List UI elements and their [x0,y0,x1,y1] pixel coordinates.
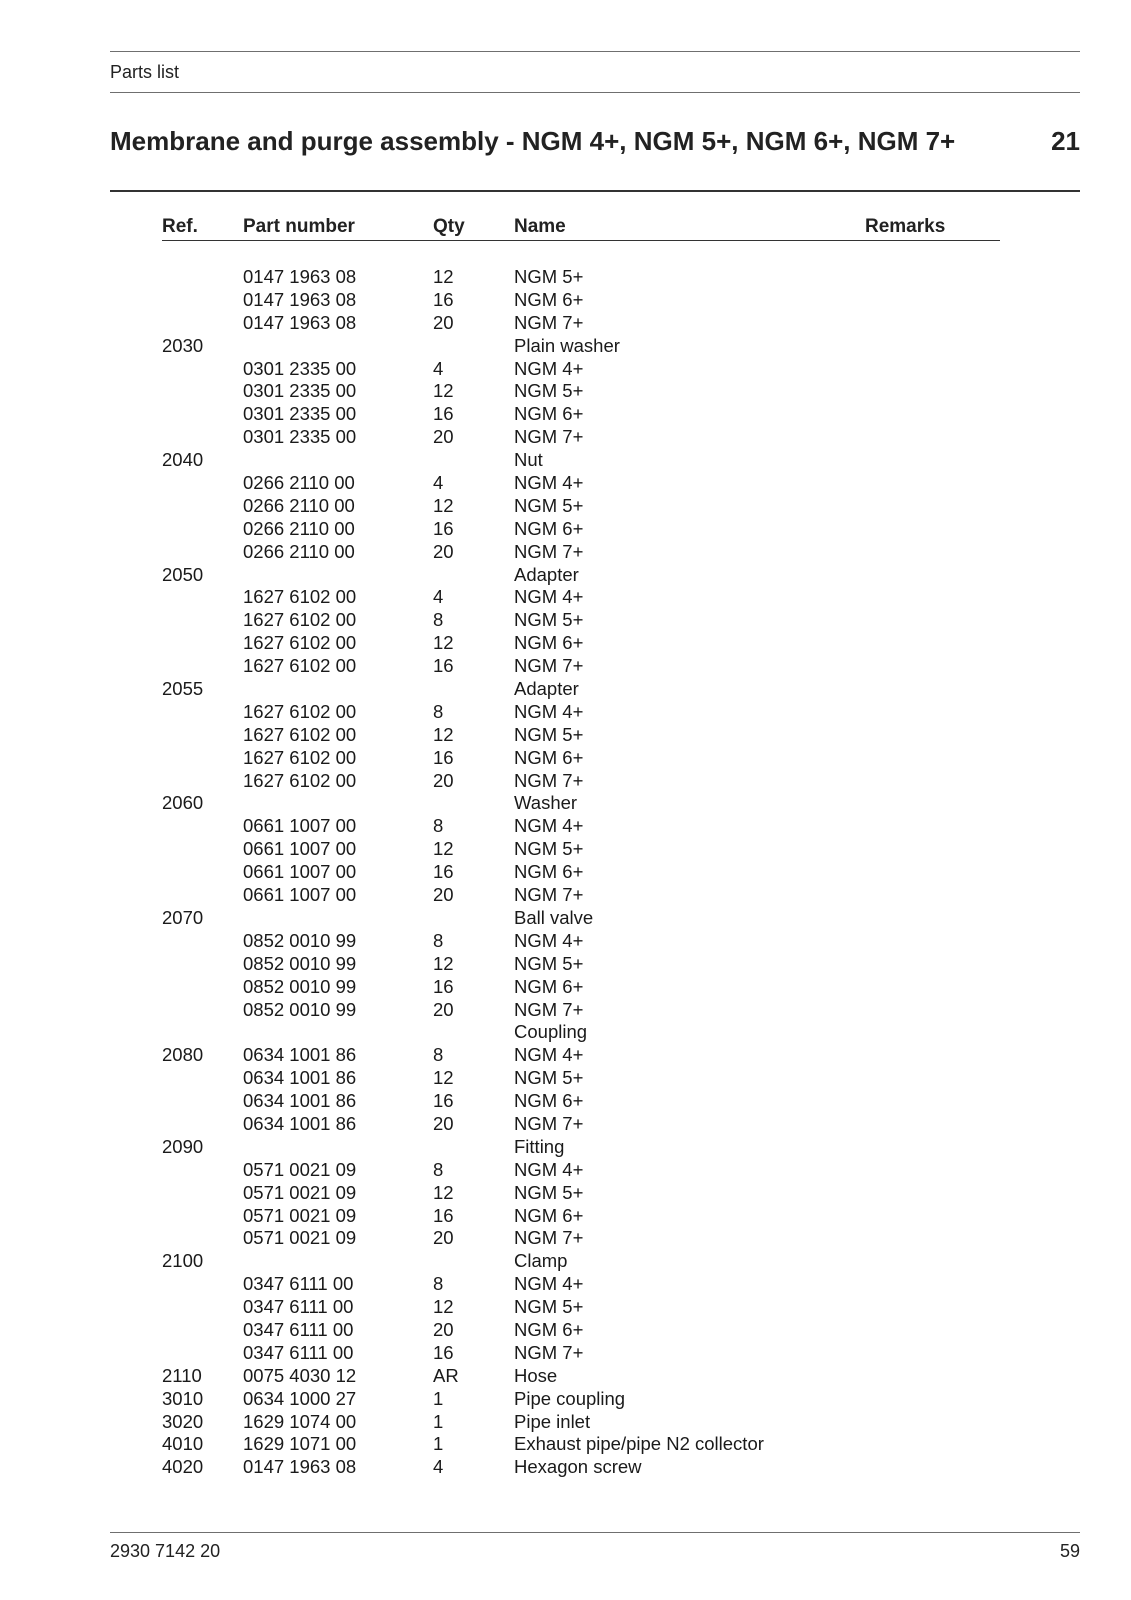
ref-cell: 2110 [162,1364,202,1386]
table-row [162,838,1000,861]
qty-cell: 12 [433,952,454,974]
part-number-cell: 0571 0021 09 [243,1181,357,1203]
part-number-cell: 1627 6102 00 [243,632,357,654]
name-cell: NGM 6+ [514,632,584,654]
page-title: Membrane and purge assembly - NGM 4+, NGM 5+, NGM 6+, NGM 7+ [110,126,956,156]
column-header-part-number: Part number [243,216,355,237]
table-row [162,632,1000,655]
part-number-cell: 0147 1963 08 [243,1456,357,1478]
part-number-cell: 0147 1963 08 [243,266,357,287]
name-cell: NGM 4+ [514,1158,584,1180]
table-row [162,1411,1000,1434]
name-cell: NGM 6+ [514,746,584,768]
qty-cell: 20 [433,540,454,562]
column-header-name: Name [514,216,566,237]
qty-cell: 20 [433,426,454,448]
table-row [162,701,1000,724]
document-number: 2930 7142 20 [110,1541,221,1561]
name-cell: NGM 7+ [514,884,584,906]
part-number-cell: 0852 0010 99 [243,929,357,951]
name-cell: Pipe coupling [514,1387,626,1409]
qty-cell: 12 [433,723,454,745]
table-row [162,1433,1000,1456]
table-row [162,747,1000,770]
qty-cell: 1 [433,1387,444,1409]
qty-cell: 20 [433,884,454,906]
table-row [162,999,1000,1022]
qty-cell: 16 [433,861,454,883]
table-row [162,907,1000,930]
qty-cell: 12 [433,266,454,287]
ref-cell: 4020 [162,1456,204,1478]
table-row [162,770,1000,793]
qty-cell: 12 [433,1181,454,1203]
qty-cell: 4 [433,472,444,494]
name-cell: Pipe inlet [514,1410,591,1432]
qty-cell: 8 [433,1158,444,1180]
table-row [162,976,1000,999]
part-number-cell: 0266 2110 00 [243,494,355,516]
table-row [162,1182,1000,1205]
qty-cell: 4 [433,586,444,608]
part-number-cell: 0661 1007 00 [243,815,357,837]
table-row [162,541,1000,564]
section-label: Parts list [110,62,180,82]
table-row [162,609,1000,632]
part-number-cell: 0634 1001 86 [243,1090,357,1112]
table-row [162,655,1000,678]
name-cell: NGM 4+ [514,700,584,722]
table-row [162,930,1000,953]
part-number-cell: 1627 6102 00 [243,655,357,677]
table-row [162,1227,1000,1250]
ref-cell: 2030 [162,334,204,356]
part-number-cell: 0852 0010 99 [243,952,357,974]
name-cell: NGM 7+ [514,1341,584,1363]
footer-rule [110,1532,1080,1533]
qty-cell: 8 [433,1273,444,1295]
part-number-cell: 0634 1000 27 [243,1387,357,1409]
qty-cell: 16 [433,746,454,768]
qty-cell: 16 [433,517,454,539]
qty-cell: 20 [433,1318,454,1340]
qty-cell: 12 [433,632,454,654]
ref-cell: 2050 [162,563,204,585]
name-cell: Adapter [514,563,579,585]
table-row [162,1205,1000,1228]
part-number-cell: 0347 6111 00 [243,1273,354,1295]
qty-cell: 8 [433,1044,444,1066]
qty-cell: 1 [433,1433,444,1455]
name-cell: NGM 5+ [514,609,584,631]
name-cell: NGM 7+ [514,769,584,791]
qty-cell: 20 [433,1227,454,1249]
name-cell: Coupling [514,1021,588,1043]
name-cell: NGM 7+ [514,998,584,1020]
name-cell: NGM 6+ [514,1090,584,1112]
part-number-cell: 0266 2110 00 [243,540,355,562]
parts-table-body [162,266,1000,1479]
name-cell: NGM 7+ [514,311,584,333]
qty-cell: 16 [433,403,454,425]
name-cell: NGM 7+ [514,426,584,448]
name-cell: Nut [514,449,543,471]
table-row [162,564,1000,587]
name-cell: NGM 4+ [514,1044,584,1066]
qty-cell: 16 [433,1341,454,1363]
page-number: 59 [1059,1541,1080,1561]
qty-cell: 4 [433,357,444,379]
qty-cell: 12 [433,380,454,402]
qty-cell: 16 [433,655,454,677]
table-row [162,472,1000,495]
qty-cell: 20 [433,1112,454,1134]
ref-cell: 2055 [162,678,204,700]
part-number-cell: 0301 2335 00 [243,380,357,402]
qty-cell: 12 [433,1067,454,1089]
ref-cell: 2070 [162,906,204,928]
table-row [162,335,1000,358]
table-row [162,586,1000,609]
part-number-cell: 1627 6102 00 [243,586,357,608]
header-sub-rule [110,92,1080,93]
name-cell: NGM 7+ [514,655,584,677]
qty-cell: 20 [433,998,454,1020]
part-number-cell: 0301 2335 00 [243,403,357,425]
table-row [162,1388,1000,1411]
part-number-cell: 0661 1007 00 [243,884,357,906]
part-number-cell: 0301 2335 00 [243,357,357,379]
part-number-cell: 0634 1001 86 [243,1112,357,1134]
qty-cell: 20 [433,769,454,791]
part-number-cell: 0571 0021 09 [243,1204,357,1226]
name-cell: NGM 4+ [514,586,584,608]
name-cell: Fitting [514,1135,565,1157]
name-cell: NGM 7+ [514,1112,584,1134]
part-number-cell: 0661 1007 00 [243,838,357,860]
ref-cell: 3010 [162,1387,204,1409]
header-top-rule [110,51,1080,52]
qty-cell: 8 [433,815,444,837]
qty-cell: 4 [433,1456,444,1478]
table-row [162,289,1000,312]
ref-cell: 2040 [162,449,204,471]
part-number-cell: 0266 2110 00 [243,472,355,494]
part-number-cell: 0571 0021 09 [243,1158,357,1180]
qty-cell: 8 [433,609,444,631]
name-cell: NGM 5+ [514,838,584,860]
name-cell: NGM 6+ [514,1318,584,1340]
chapter-number: 21 [1051,126,1080,156]
ref-cell: 2060 [162,792,204,814]
table-row [162,1365,1000,1388]
part-number-cell: 1627 6102 00 [243,769,357,791]
name-cell: Adapter [514,678,579,700]
part-number-cell: 0347 6111 00 [243,1296,354,1318]
name-cell: Washer [514,792,578,814]
ref-cell: 2090 [162,1135,204,1157]
table-row [162,861,1000,884]
part-number-cell: 0852 0010 99 [243,998,357,1020]
part-number-cell: 0634 1001 86 [243,1067,357,1089]
name-cell: NGM 4+ [514,472,584,494]
part-number-cell: 1627 6102 00 [243,700,357,722]
table-row [162,678,1000,701]
column-header-remarks: Remarks [865,216,946,237]
table-row [162,1342,1000,1365]
qty-cell: 16 [433,1090,454,1112]
qty-cell: 12 [433,1296,454,1318]
name-cell: Clamp [514,1250,568,1272]
name-cell: NGM 5+ [514,494,584,516]
qty-cell: 1 [433,1410,444,1432]
table-row [162,815,1000,838]
table-row [162,1090,1000,1113]
table-row [162,1067,1000,1090]
name-cell: Plain washer [514,334,620,356]
part-number-cell: 1627 6102 00 [243,746,357,768]
table-row [162,1113,1000,1136]
qty-cell: 8 [433,929,444,951]
name-cell: NGM 4+ [514,357,584,379]
qty-cell: 20 [433,311,454,333]
name-cell: Exhaust pipe/pipe N2 collector [514,1433,764,1455]
table-row [162,449,1000,472]
name-cell: NGM 7+ [514,1227,584,1249]
table-row [162,1021,1000,1044]
ref-cell: 4010 [162,1433,204,1455]
qty-cell: 16 [433,288,454,310]
ref-cell: 2080 [162,1044,204,1066]
ref-cell: 3020 [162,1410,204,1432]
part-number-cell: 0571 0021 09 [243,1227,357,1249]
name-cell: NGM 5+ [514,1296,584,1318]
name-cell: NGM 6+ [514,517,584,539]
name-cell: NGM 5+ [514,1181,584,1203]
part-number-cell: 1627 6102 00 [243,723,357,745]
part-number-cell: 0147 1963 08 [243,288,357,310]
name-cell: Hose [514,1364,558,1386]
name-cell: Ball valve [514,906,594,928]
table-row [162,1296,1000,1319]
table-row [162,724,1000,747]
name-cell: NGM 7+ [514,540,584,562]
name-cell: NGM 6+ [514,1204,584,1226]
part-number-cell: 0075 4030 12 [243,1364,357,1386]
parts-table-header [162,214,1000,241]
name-cell: NGM 5+ [514,1067,584,1089]
part-number-cell: 1627 6102 00 [243,609,357,631]
qty-cell: 12 [433,494,454,516]
qty-cell: AR [433,1364,459,1386]
table-row [162,953,1000,976]
name-cell: NGM 5+ [514,723,584,745]
table-row [162,1456,1000,1479]
table-row [162,426,1000,449]
name-cell: NGM 5+ [514,266,584,287]
column-header-qty: Qty [433,216,465,237]
table-row [162,380,1000,403]
qty-cell: 8 [433,700,444,722]
part-number-cell: 0147 1963 08 [243,311,357,333]
name-cell: Hexagon screw [514,1456,642,1478]
part-number-cell: 0661 1007 00 [243,861,357,883]
name-cell: NGM 5+ [514,380,584,402]
table-row [162,884,1000,907]
table-row [162,403,1000,426]
column-header-ref: Ref. [162,216,198,237]
table-row [162,358,1000,381]
name-cell: NGM 6+ [514,403,584,425]
table-row [162,792,1000,815]
name-cell: NGM 6+ [514,288,584,310]
part-number-cell: 1629 1071 00 [243,1433,357,1455]
qty-cell: 12 [433,838,454,860]
table-row [162,1136,1000,1159]
name-cell: NGM 4+ [514,929,584,951]
name-cell: NGM 4+ [514,1273,584,1295]
table-row [162,1159,1000,1182]
name-cell: NGM 6+ [514,975,584,997]
name-cell: NGM 5+ [514,952,584,974]
qty-cell: 16 [433,975,454,997]
part-number-cell: 0347 6111 00 [243,1341,354,1363]
table-row [162,312,1000,335]
qty-cell: 16 [433,1204,454,1226]
table-row [162,266,1000,289]
part-number-cell: 0266 2110 00 [243,517,355,539]
table-row [162,495,1000,518]
table-row [162,518,1000,541]
part-number-cell: 0347 6111 00 [243,1318,354,1340]
name-cell: NGM 4+ [514,815,584,837]
table-row [162,1044,1000,1067]
part-number-cell: 0634 1001 86 [243,1044,357,1066]
table-row [162,1250,1000,1273]
part-number-cell: 0301 2335 00 [243,426,357,448]
table-row [162,1273,1000,1296]
part-number-cell: 0852 0010 99 [243,975,357,997]
title-rule [110,190,1080,192]
name-cell: NGM 6+ [514,861,584,883]
ref-cell: 2100 [162,1250,204,1272]
table-row [162,1319,1000,1342]
part-number-cell: 1629 1074 00 [243,1410,357,1432]
